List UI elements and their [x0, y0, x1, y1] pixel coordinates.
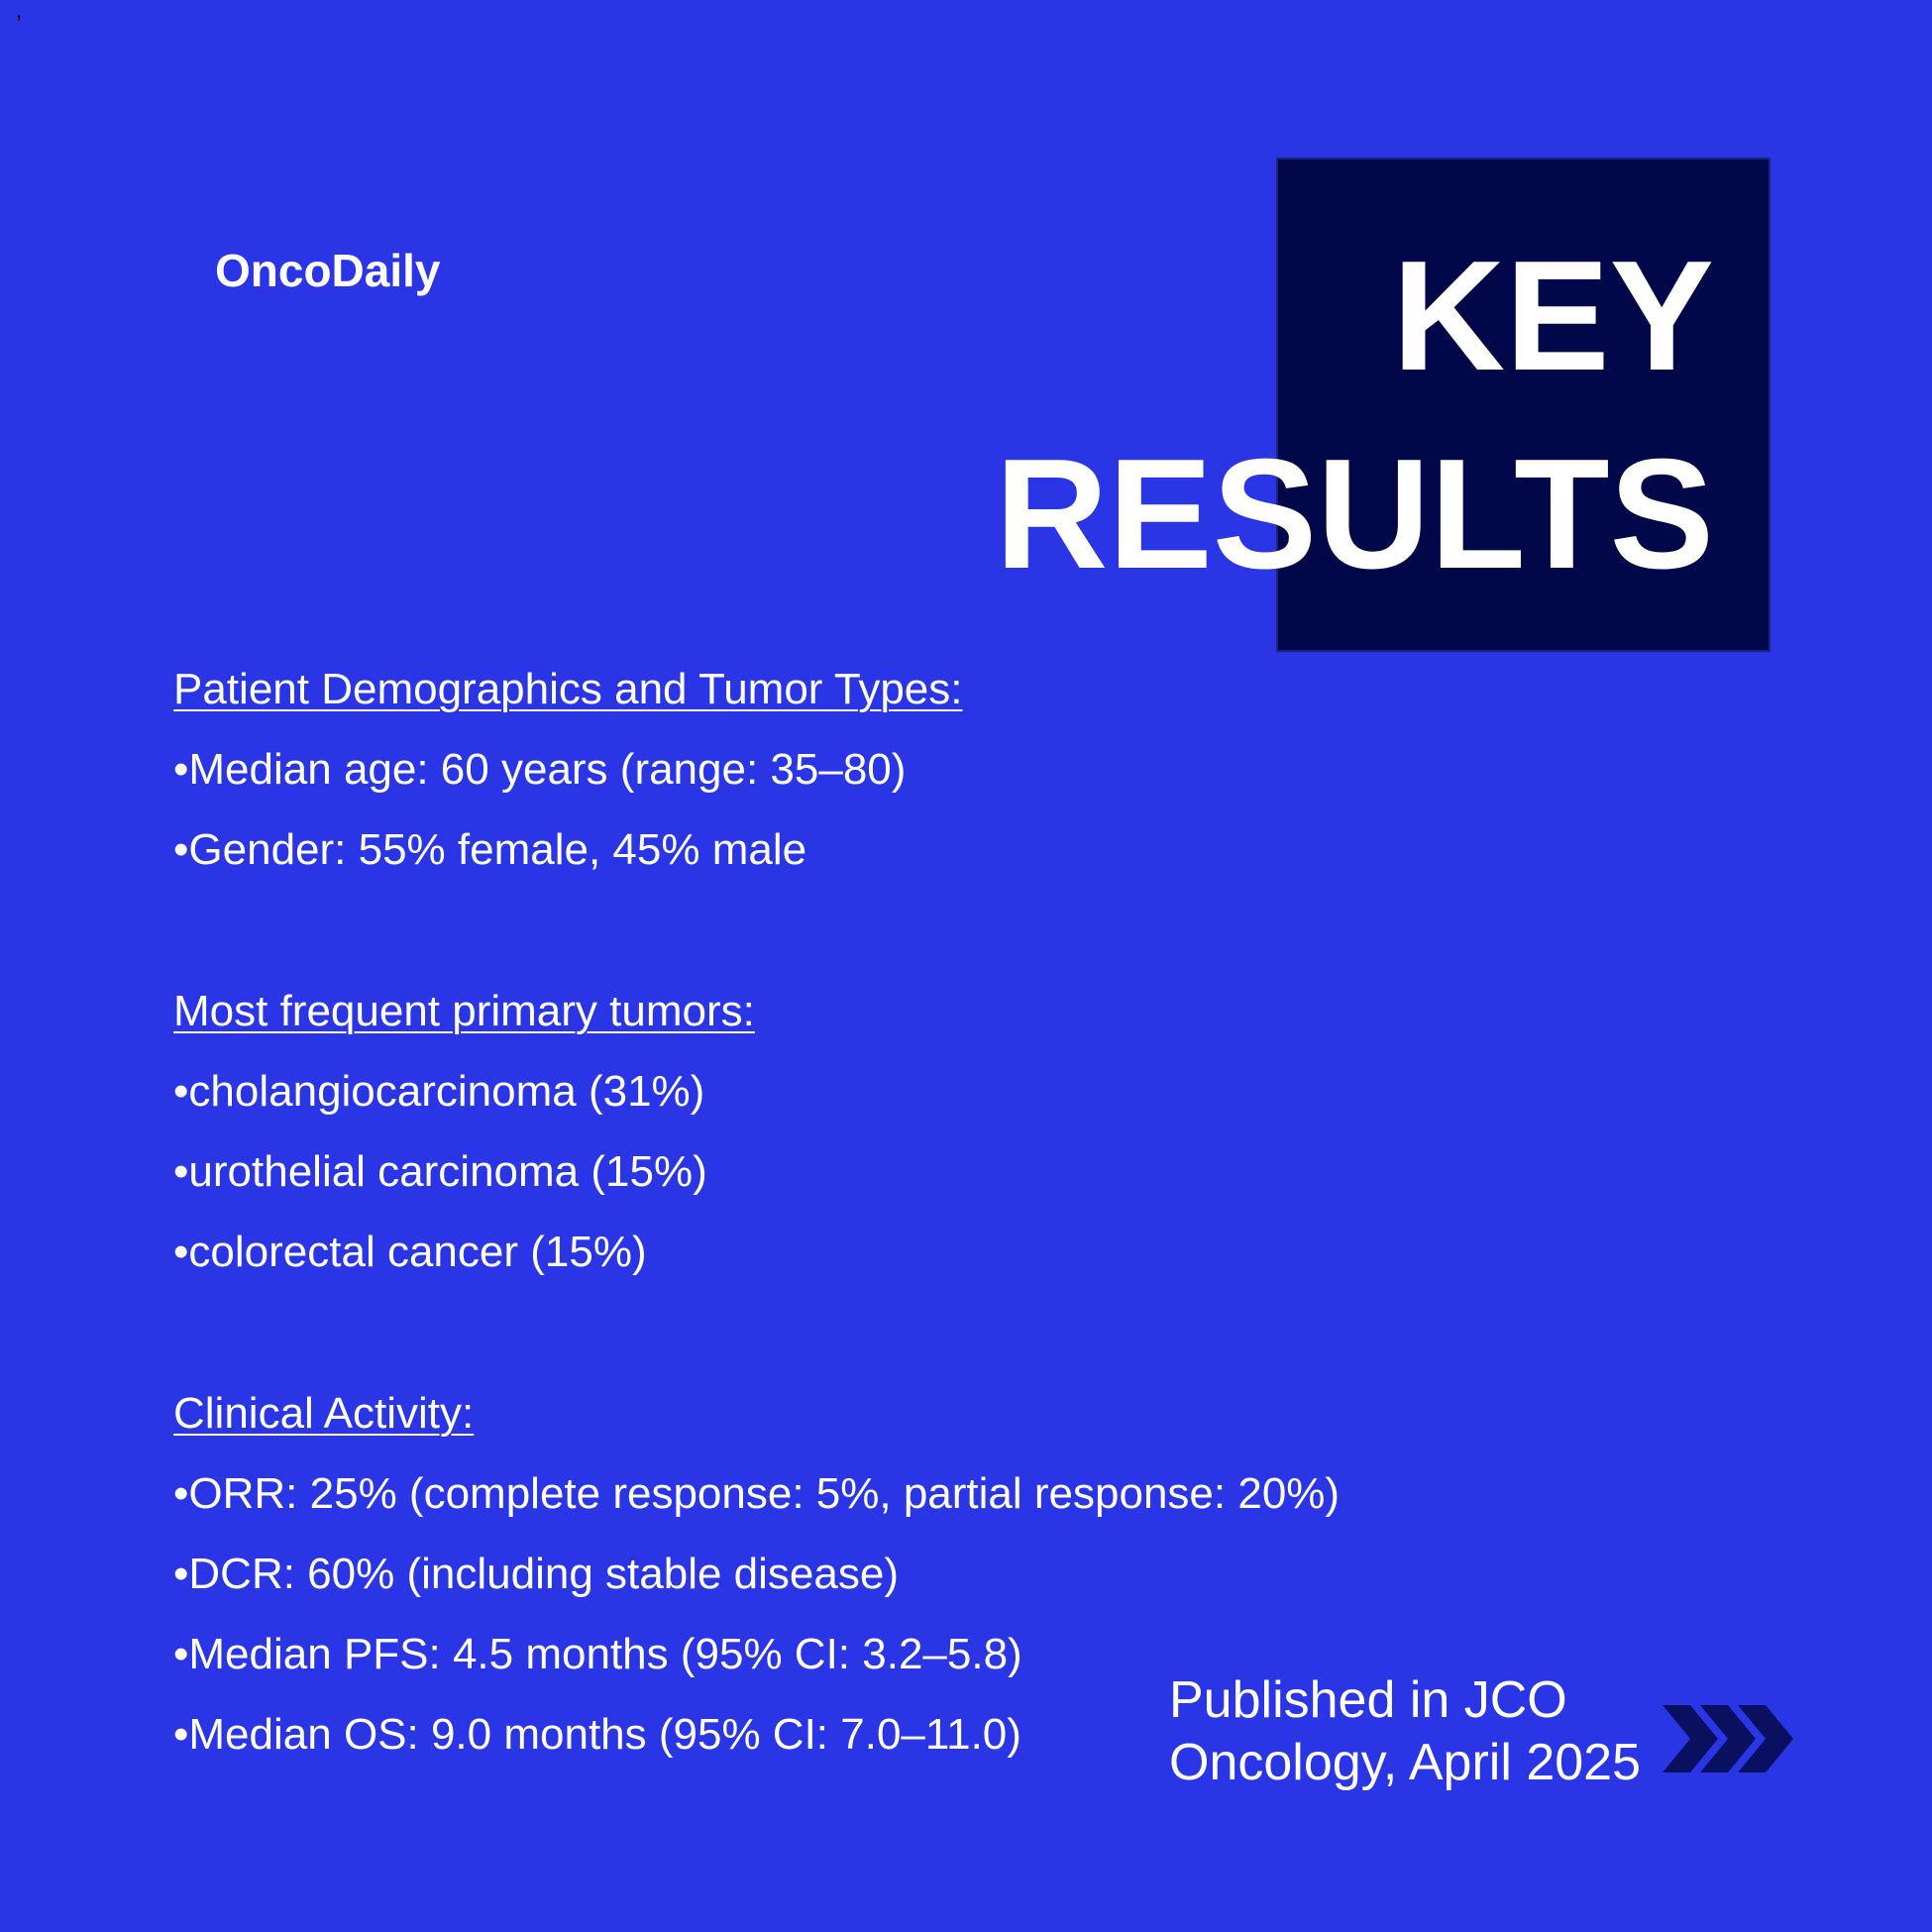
bullet-item: •Median OS: 9.0 months (95% CI: 7.0–11.0)	[173, 1710, 1021, 1759]
section-primary-tumors	[173, 971, 1461, 1292]
bullet-item: •colorectal cancer (15%)	[173, 1228, 647, 1276]
publication-line-1: Published in JCO	[1169, 1671, 1567, 1729]
bullet-item: •Gender: 55% female, 45% male	[173, 825, 807, 874]
bullet-item: •DCR: 60% (including stable disease)	[173, 1550, 899, 1598]
spacer	[173, 1292, 1461, 1373]
bullet-item: •urothelial carcinoma (15%)	[173, 1147, 707, 1196]
corner-mark: ,	[16, 0, 23, 23]
section-heading: Clinical Activity:	[173, 1389, 475, 1438]
title-line-1: KEY	[1392, 229, 1714, 403]
section-heading: Patient Demographics and Tumor Types:	[173, 665, 963, 713]
bullet-item: •cholangiocarcinoma (31%)	[173, 1067, 705, 1116]
section-demographics	[173, 649, 1461, 890]
bullet-item: •ORR: 25% (complete response: 5%, partial response: 20%)	[173, 1469, 1341, 1518]
spacer	[173, 890, 1461, 971]
results-content	[173, 649, 1461, 1774]
section-heading: Most frequent primary tumors:	[173, 987, 755, 1035]
brand-logo-text: OncoDaily	[215, 245, 441, 296]
publication-note	[1169, 1669, 1641, 1794]
title-line-2: RESULTS	[995, 427, 1714, 601]
publication-line-2: Oncology, April 2025	[1169, 1734, 1641, 1791]
bullet-item: •Median age: 60 years (range: 35–80)	[173, 745, 907, 794]
bullet-item: •Median PFS: 4.5 months (95% CI: 3.2–5.8)	[173, 1630, 1022, 1678]
triple-chevron-right-icon[interactable]	[1657, 1699, 1805, 1778]
